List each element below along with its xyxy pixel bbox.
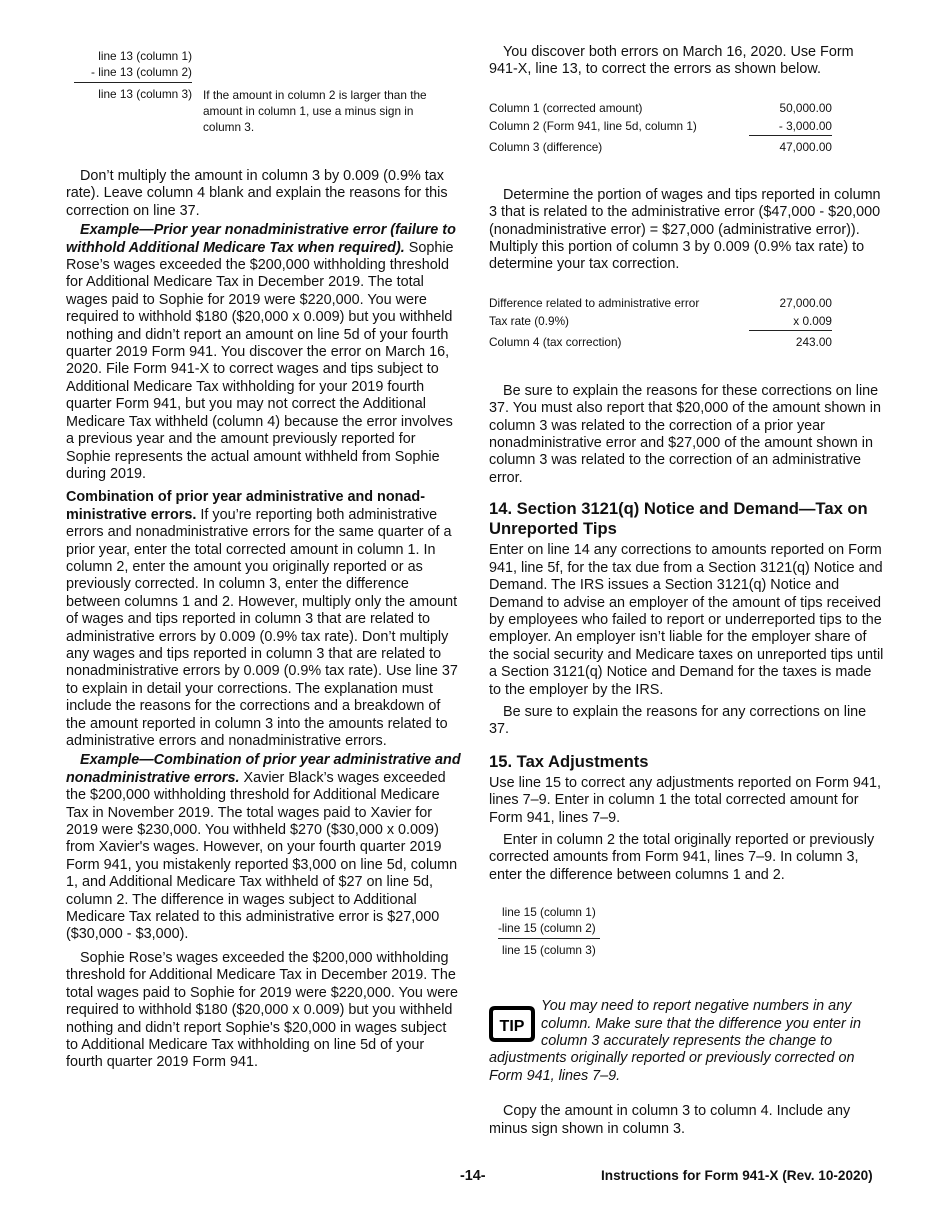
table-label: Column 1 (corrected amount) bbox=[489, 100, 643, 115]
table-value: 47,000.00 bbox=[779, 139, 832, 154]
table-row bbox=[489, 330, 832, 351]
paragraph-discover: You discover both errors on March 16, 2020. Use Form 941-X, line 13, to correct the errors as shown below. bbox=[489, 44, 854, 78]
svg-text:TIP: TIP bbox=[499, 1018, 525, 1036]
section-14-heading: 14. Section 3121(q) Notice and Demand—Tax on Unreported Tips bbox=[489, 499, 868, 539]
left-column bbox=[66, 44, 462, 1072]
example2-text: Xavier Black’s wages exceeded the $200,000 withholding threshold for Additional Medicare Tax in November 2019. The total wages paid to Xavier for 2019 were $230,000. You withheld $270 ($30,000 x 0.009) from Xavier's wages. However, on your fourth quarter 2019 Form 941, you mistakenly reported $3,000 on line 5d, column 1, and Additional Medicare Tax withheld of $27 on line 5d, column 2. The difference in wages subject to Additional Medicare Tax related to this administrative error is $27,000 ($30,000 - $3,000). bbox=[66, 769, 458, 943]
section-14-text: Enter on line 14 any corrections to amounts reported on Form 941, line 5f, for the tax due from a Section 3121(q) Notice and Demand. The IRS issues a Section 3121(q) Notice and Demand to advise an employer of the amount of tips received by employees who failed to report or underreported tips to the employer. An employer isn’t liable for the employer share of the social security and Medicare taxes on unreported tips until a Section 3121(q) Notice and Demand for the taxes is made to the employer by the IRS. bbox=[489, 542, 884, 698]
table-value: - 3,000.00 bbox=[749, 117, 832, 136]
table-value: 27,000.00 bbox=[779, 295, 832, 310]
combination-text: If you’re reporting both administrative errors and nonadministrative errors for the same quarter of a prior year, enter the total corrected amount in column 1. In column 2, enter the amount you originally reported or as previously corrected. In column 3, enter the difference between columns 1 and 2. However, multiply only the amount of wages and tips reported in column 3 that are related to administrative errors by 0.009 (0.9% tax rate). Don’t multiply any wages and tips reported in column 3 that are related to nonadministrative errors by 0.009 (0.9% tax rate). Use line 37 to explain in detail your corrections. The explanation must include the reasons for the corrections and a breakdown of the amount reported in column 3 into the amounts related to administrative errors and nonadministrative errors. bbox=[66, 506, 458, 749]
paragraph-copy: Copy the amount in column 3 to column 4. Include any minus sign shown in column 3. bbox=[489, 1103, 851, 1137]
table-row bbox=[489, 117, 832, 136]
section-15-heading: 15. Tax Adjustments bbox=[489, 751, 649, 771]
formula-line-2: - line 13 (column 2) bbox=[74, 64, 192, 83]
calc-table-2 bbox=[489, 294, 832, 351]
table-row bbox=[489, 294, 832, 312]
formula-line-1: line 13 (column 1) bbox=[98, 49, 192, 63]
section-14-explain: Be sure to explain the reasons for any corrections on line 37. bbox=[489, 703, 867, 738]
table-value: x 0.009 bbox=[749, 312, 832, 331]
table-label: Column 2 (Form 941, line 5d, column 1) bbox=[489, 119, 697, 134]
table-label: Column 3 (difference) bbox=[489, 139, 603, 154]
paragraph-determine: Determine the portion of wages and tips reported in column 3 that is related to the administrative error ($47,000 - $20,000 (nonadministrative error) = $27,000 (administrative error)). Multiply this portion of column 3 by 0.009 (0.9% tax rate) to determine your tax correction. bbox=[489, 186, 881, 273]
table-label: Tax rate (0.9%) bbox=[489, 314, 569, 329]
combination-heading: Combination of prior year administrative and nonad-ministrative errors. bbox=[66, 489, 426, 523]
table-row bbox=[489, 99, 832, 117]
line13-formula bbox=[66, 44, 462, 140]
formula-line-1: line 15 (column 1) bbox=[502, 905, 596, 920]
tip-text: You may need to report negative numbers in any column. Make sure that the difference you enter in column 3 accurately represents the change to adjustments originally reported or previously corrected on Form 941, lines 7–9. bbox=[489, 998, 861, 1084]
paragraph-be-sure: Be sure to explain the reasons for these corrections on line 37. You must also report that $20,000 of the amount shown in column 3 was related to the correction of a prior year nonadministrative error and $27,000 of the amount shown in column 3 was related to the correction of an administrative error. bbox=[489, 382, 882, 486]
example2-heading: Example—Combination of prior year administrative and nonadministrative errors. bbox=[66, 752, 461, 786]
section-15-enter: Enter in column 2 the total originally reported or previously corrected amounts from Form 941, lines 7–9. In column 3, enter the difference between columns 1 and 2. bbox=[489, 831, 875, 883]
combination-section bbox=[66, 489, 462, 750]
section-15-text: Use line 15 to correct any adjustments reported on Form 941, lines 7–9. Enter in column 1 the total corrected amount for Form 941, lines 7–9. bbox=[489, 774, 881, 826]
formula-line-3: line 13 (column 3) bbox=[98, 87, 192, 101]
line15-formula bbox=[498, 904, 600, 958]
calc-table-1 bbox=[489, 99, 832, 156]
tip-icon bbox=[489, 1004, 535, 1044]
table-label: Column 4 (tax correction) bbox=[489, 334, 622, 349]
right-column bbox=[489, 44, 886, 1138]
formula-note: If the amount in column 2 is larger than the amount in column 1, use a minus sign in column 3. bbox=[203, 88, 427, 134]
example-combination bbox=[66, 752, 462, 943]
footer-title: Instructions for Form 941-X (Rev. 10-2020) bbox=[601, 1168, 873, 1183]
table-value: 50,000.00 bbox=[779, 100, 832, 115]
example-heading: Example—Prior year nonadministrative error (failure to withhold Additional Medicare Tax when required). bbox=[66, 222, 456, 256]
example-prior-year-nonadmin bbox=[66, 222, 462, 483]
table-value: 243.00 bbox=[795, 334, 832, 349]
table-row bbox=[489, 135, 832, 156]
formula-line-2: -line 15 (column 2) bbox=[498, 920, 600, 939]
tip-box bbox=[489, 998, 886, 1085]
paragraph-dont-multiply: Don’t multiply the amount in column 3 by 0.009 (0.9% tax rate). Leave column 4 blank and explain the reasons for this correction on line 37. bbox=[66, 168, 448, 219]
paragraph-sophie: Sophie Rose’s wages exceeded the $200,000 withholding threshold for Additional Medicare Tax in December 2019. The total wages paid to Sophie for 2019 were $220,000. You were required to withhold $180 ($20,000 x 0.009) but you withheld nothing and didn’t report Sophie's $20,000 in wages subject to Additional Medicare Tax withholding on line 5d of your fourth quarter 2019 Form 941. bbox=[66, 949, 459, 1071]
page-number: -14- bbox=[460, 1168, 486, 1184]
table-label: Difference related to administrative error bbox=[489, 295, 700, 310]
formula-line-3: line 15 (column 3) bbox=[502, 943, 596, 958]
example-text: Sophie Rose’s wages exceeded the $200,000 withholding threshold for Additional Medicare Tax in December 2019. The total wages paid to Sophie for 2019 were $220,000. You were required to withhold $180 ($20,000 x 0.009) but you withheld nothing and didn’t report an amount on line 5d of your fourth quarter 2019 Form 941. You discover the error on March 16, 2020. File Form 941-X to correct wages and tips subject to Additional Medicare Tax withholding for your 2019 fourth quarter Form 941, but you may not correct the Additional Medicare Tax withheld (column 4) because the error involves a previous year and the amount previously reported for Sophie represents the actual amount withheld from Sophie during 2019. bbox=[66, 239, 454, 482]
table-row bbox=[489, 312, 832, 331]
